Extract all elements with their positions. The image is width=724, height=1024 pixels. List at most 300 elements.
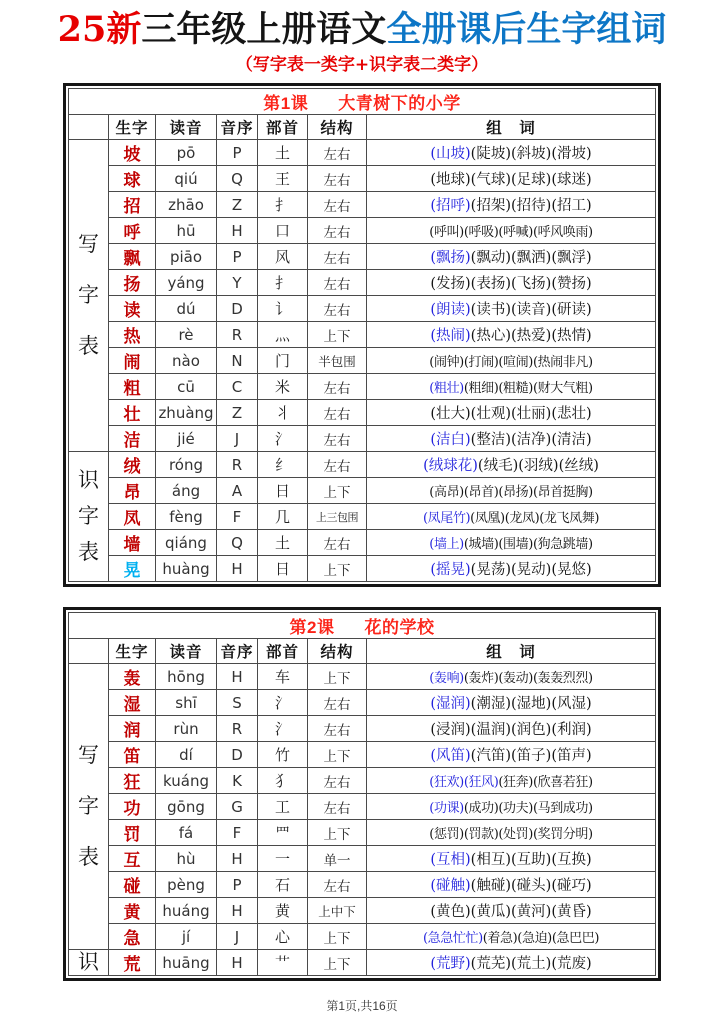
section-label-cell (69, 950, 109, 976)
col-header-radical: 部首 (258, 115, 308, 140)
words-cell (367, 716, 656, 742)
radical-cell: 工 (258, 794, 308, 820)
word-group: (球迷) (551, 172, 592, 189)
word-group: (壮观) (470, 406, 511, 423)
radical-cell: 日 (258, 478, 308, 504)
word-group: (招待) (511, 198, 552, 215)
word-group: (惩罚) (429, 827, 464, 843)
pinyin-cell: kuáng (156, 768, 217, 794)
char-cell: 晃 (109, 556, 156, 582)
section-label-char: 表 (78, 845, 99, 870)
words-cell (367, 218, 656, 244)
word-group: (狂风) (463, 775, 499, 791)
radical-cell: 黄 (258, 898, 308, 924)
initial-cell: Y (217, 270, 258, 296)
pinyin-cell: jié (156, 426, 217, 452)
table-row (69, 690, 656, 716)
pinyin-cell: zhuàng (156, 400, 217, 426)
initial-cell: H (217, 218, 258, 244)
section-label-char: 表 (78, 334, 99, 359)
char-cell: 功 (109, 794, 156, 820)
word-group: (互换) (551, 852, 592, 869)
words-cell (367, 664, 656, 690)
char-cell: 急 (109, 924, 156, 950)
word-group: (热情) (551, 328, 592, 345)
page-title-blue: 全册课后生字组词 (386, 9, 667, 50)
word-group: (浸润) (430, 722, 471, 739)
table-row (69, 478, 656, 504)
words-cell (367, 244, 656, 270)
word-group: (热闹) (430, 328, 471, 345)
structure-cell: 左右 (308, 244, 367, 270)
table-row (69, 742, 656, 768)
section-label-char: 识 (78, 468, 99, 493)
structure-cell: 单一 (308, 846, 367, 872)
char-cell: 壮 (109, 400, 156, 426)
words-cell (367, 794, 656, 820)
section-column-header (69, 639, 109, 664)
word-group: (荒芜) (470, 956, 511, 973)
initial-cell: D (217, 742, 258, 768)
word-group: (昂扬) (498, 485, 533, 501)
section-column-header (69, 115, 109, 140)
word-group: (互相) (430, 852, 471, 869)
word-group: (绒球花) (423, 458, 478, 475)
word-group: (气球) (470, 172, 511, 189)
word-group: (马到成功) (532, 801, 593, 817)
word-group: (功夫) (498, 801, 533, 817)
structure-cell: 左右 (308, 794, 367, 820)
word-group: (热心) (470, 328, 511, 345)
word-group: (晃荡) (470, 562, 511, 579)
structure-cell: 左右 (308, 270, 367, 296)
structure-cell: 左右 (308, 690, 367, 716)
word-group: (碰巧) (551, 878, 592, 895)
structure-cell: 左右 (308, 296, 367, 322)
word-group: (昂首) (463, 485, 499, 501)
word-group: (急迫) (517, 931, 552, 947)
col-header-words: 组 词 (367, 115, 656, 140)
pinyin-cell: hū (156, 218, 217, 244)
section-label (69, 952, 108, 973)
word-group: (闹钟) (429, 355, 464, 371)
table-row (69, 898, 656, 924)
radical-cell: 扌 (258, 270, 308, 296)
initial-cell: H (217, 846, 258, 872)
word-group: (笛子) (511, 748, 552, 765)
table-row (69, 530, 656, 556)
words-cell (367, 296, 656, 322)
initial-cell: G (217, 794, 258, 820)
radical-cell: 几 (258, 504, 308, 530)
char-cell: 墙 (109, 530, 156, 556)
initial-cell: P (217, 244, 258, 270)
radical-cell: 灬 (258, 322, 308, 348)
words-cell (367, 820, 656, 846)
table-row (69, 768, 656, 794)
lesson-title-cell (69, 89, 656, 115)
word-group: (飞扬) (511, 276, 552, 293)
table-row (69, 322, 656, 348)
pinyin-cell: huáng (156, 898, 217, 924)
radical-cell: 心 (258, 924, 308, 950)
pinyin-cell: nào (156, 348, 217, 374)
word-group: (荒废) (551, 956, 592, 973)
word-group: (潮湿) (470, 696, 511, 713)
radical-cell: 艹 (258, 950, 308, 976)
word-group: (粗壮) (429, 381, 464, 397)
initial-cell: Q (217, 530, 258, 556)
structure-cell: 左右 (308, 140, 367, 166)
word-group: (喧闹) (498, 355, 533, 371)
pinyin-cell: dú (156, 296, 217, 322)
radical-cell: 门 (258, 348, 308, 374)
char-cell: 碰 (109, 872, 156, 898)
words-cell (367, 192, 656, 218)
section-label-cell (69, 140, 109, 452)
radical-cell: 土 (258, 140, 308, 166)
char-cell: 闹 (109, 348, 156, 374)
initial-cell: J (217, 426, 258, 452)
initial-cell: H (217, 664, 258, 690)
radical-cell: 土 (258, 530, 308, 556)
pinyin-cell: cū (156, 374, 217, 400)
col-header-char: 生字 (109, 639, 156, 664)
words-cell (367, 768, 656, 794)
word-group: (发扬) (430, 276, 471, 293)
structure-cell: 左右 (308, 530, 367, 556)
word-group: (黄瓜) (470, 904, 511, 921)
structure-cell: 左右 (308, 716, 367, 742)
pinyin-cell: dí (156, 742, 217, 768)
radical-cell: 风 (258, 244, 308, 270)
word-group: (黄河) (511, 904, 552, 921)
structure-cell: 左右 (308, 768, 367, 794)
initial-cell: P (217, 872, 258, 898)
column-header-row (69, 115, 656, 140)
section-label-char: 识 (78, 950, 99, 975)
word-group: (成功) (463, 801, 499, 817)
char-cell: 互 (109, 846, 156, 872)
word-group: (壮丽) (511, 406, 552, 423)
table-row (69, 924, 656, 950)
word-group: (呼喊) (498, 225, 533, 241)
word-group: (湿润) (430, 696, 471, 713)
word-group: (荒野) (430, 956, 471, 973)
word-group: (滑坡) (551, 146, 592, 163)
initial-cell: F (217, 504, 258, 530)
radical-cell: 丬 (258, 400, 308, 426)
words-cell (367, 374, 656, 400)
lesson-number: 第2课 (289, 618, 335, 638)
col-header-pinyin: 读音 (156, 639, 217, 664)
lesson-title-cell (69, 613, 656, 639)
pinyin-cell: fèng (156, 504, 217, 530)
char-cell: 罚 (109, 820, 156, 846)
word-group: (利润) (551, 722, 592, 739)
pinyin-cell: áng (156, 478, 217, 504)
word-group: (呼吸) (463, 225, 499, 241)
radical-cell: 日 (258, 556, 308, 582)
section-label-cell (69, 664, 109, 950)
words-cell (367, 400, 656, 426)
word-group: (润色) (511, 722, 552, 739)
radical-cell: 石 (258, 872, 308, 898)
word-group: (狂欢) (429, 775, 464, 791)
words-cell (367, 924, 656, 950)
word-group: (着急) (482, 931, 518, 947)
word-group: (赞扬) (551, 276, 592, 293)
words-cell (367, 270, 656, 296)
lesson-number: 第1课 (263, 94, 309, 114)
initial-cell: S (217, 690, 258, 716)
char-cell: 湿 (109, 690, 156, 716)
pinyin-cell: jí (156, 924, 217, 950)
section-label-char: 写 (78, 232, 99, 257)
char-cell: 扬 (109, 270, 156, 296)
char-cell: 热 (109, 322, 156, 348)
table-row (69, 872, 656, 898)
section-label (69, 234, 108, 357)
structure-cell: 左右 (308, 374, 367, 400)
pinyin-cell: fá (156, 820, 217, 846)
pinyin-cell: róng (156, 452, 217, 478)
word-group: (龙飞凤舞) (539, 511, 599, 527)
word-group: (飘动) (470, 250, 511, 267)
word-group: (粗细) (463, 381, 499, 397)
col-header-pinyin: 读音 (156, 115, 217, 140)
page-footer: 第1页,共16页 (326, 999, 398, 1014)
word-group: (龙凤) (504, 511, 540, 527)
word-group: (晃动) (511, 562, 552, 579)
initial-cell: H (217, 556, 258, 582)
initial-cell: A (217, 478, 258, 504)
words-cell (367, 140, 656, 166)
radical-cell: 扌 (258, 192, 308, 218)
word-group: (急急忙忙) (423, 931, 483, 947)
initial-cell: K (217, 768, 258, 794)
table-row (69, 218, 656, 244)
word-group: (轰动) (498, 671, 533, 687)
table-row (69, 374, 656, 400)
words-cell (367, 478, 656, 504)
table-row (69, 348, 656, 374)
word-group: (墙上) (429, 537, 464, 553)
char-cell: 招 (109, 192, 156, 218)
pinyin-cell: qiú (156, 166, 217, 192)
word-group: (凤凰) (470, 511, 505, 527)
word-group: (丝绒) (558, 458, 599, 475)
char-cell: 粗 (109, 374, 156, 400)
radical-cell: 讠 (258, 296, 308, 322)
word-group: (粗糙) (498, 381, 533, 397)
words-cell (367, 742, 656, 768)
radical-cell: 氵 (258, 690, 308, 716)
word-group: (读书) (470, 302, 511, 319)
word-group: (狗急跳墙) (532, 537, 593, 553)
char-cell: 呼 (109, 218, 156, 244)
words-cell (367, 898, 656, 924)
structure-cell: 左右 (308, 872, 367, 898)
pinyin-cell: rè (156, 322, 217, 348)
pinyin-cell: pèng (156, 872, 217, 898)
word-group: (罚款) (463, 827, 499, 843)
col-header-structure: 结构 (308, 639, 367, 664)
pinyin-cell: rùn (156, 716, 217, 742)
radical-cell: 氵 (258, 426, 308, 452)
words-cell (367, 504, 656, 530)
structure-cell: 上下 (308, 924, 367, 950)
char-cell: 读 (109, 296, 156, 322)
word-group: (城墙) (463, 537, 499, 553)
col-header-words: 组 词 (367, 639, 656, 664)
char-cell: 黄 (109, 898, 156, 924)
radical-cell: 口 (258, 218, 308, 244)
section-label-char: 字 (78, 794, 99, 819)
structure-cell: 上下 (308, 950, 367, 976)
char-cell: 凤 (109, 504, 156, 530)
words-cell (367, 452, 656, 478)
radical-cell: 纟 (258, 452, 308, 478)
structure-cell: 左右 (308, 218, 367, 244)
radical-cell: 王 (258, 166, 308, 192)
initial-cell: R (217, 322, 258, 348)
table-row (69, 452, 656, 478)
word-group: (悲壮) (551, 406, 592, 423)
word-group: (风湿) (551, 696, 592, 713)
table-row (69, 166, 656, 192)
radical-cell: 米 (258, 374, 308, 400)
word-group: (热爱) (511, 328, 552, 345)
radical-cell: 一 (258, 846, 308, 872)
word-group: (朗读) (430, 302, 471, 319)
word-group: (狂奔) (498, 775, 533, 791)
word-group: (洁白) (430, 432, 471, 449)
page-title (0, 0, 724, 49)
pinyin-cell: piāo (156, 244, 217, 270)
radical-cell: 车 (258, 664, 308, 690)
pinyin-cell: hù (156, 846, 217, 872)
word-group: (飘洒) (511, 250, 552, 267)
word-group: (斜坡) (511, 146, 552, 163)
section-label-char: 字 (78, 283, 99, 308)
word-group: (轰炸) (463, 671, 499, 687)
table-row (69, 192, 656, 218)
word-group: (读音) (511, 302, 552, 319)
word-group: (功课) (429, 801, 464, 817)
word-group: (打闹) (463, 355, 499, 371)
col-header-radical: 部首 (258, 639, 308, 664)
word-group: (昂首挺胸) (532, 485, 593, 501)
word-group: (温润) (470, 722, 511, 739)
words-cell (367, 426, 656, 452)
initial-cell: H (217, 898, 258, 924)
col-header-char: 生字 (109, 115, 156, 140)
word-group: (荒土) (511, 956, 552, 973)
word-group: (飘扬) (430, 250, 471, 267)
radical-cell: 竹 (258, 742, 308, 768)
table-row (69, 556, 656, 582)
initial-cell: H (217, 950, 258, 976)
structure-cell: 上下 (308, 664, 367, 690)
char-cell: 洁 (109, 426, 156, 452)
section-label-char: 字 (78, 504, 99, 529)
word-group: (轰响) (429, 671, 464, 687)
lesson-1-table (63, 83, 661, 587)
word-group: (湿地) (511, 696, 552, 713)
word-group: (绒毛) (477, 458, 519, 475)
word-group: (地球) (430, 172, 471, 189)
word-group: (陡坡) (470, 146, 511, 163)
page-title-black: 三年级上册语文 (141, 9, 387, 50)
word-group: (洁净) (511, 432, 552, 449)
pinyin-cell: huāng (156, 950, 217, 976)
char-cell: 笛 (109, 742, 156, 768)
table-row (69, 504, 656, 530)
words-cell (367, 530, 656, 556)
pinyin-cell: huàng (156, 556, 217, 582)
word-group: (摇晃) (430, 562, 471, 579)
structure-cell: 左右 (308, 166, 367, 192)
section-label (69, 470, 108, 563)
word-group: (招架) (470, 198, 511, 215)
structure-cell: 左右 (308, 400, 367, 426)
pinyin-cell: pō (156, 140, 217, 166)
table-row (69, 400, 656, 426)
word-group: (研读) (551, 302, 592, 319)
section-label-char: 表 (78, 540, 99, 565)
structure-cell: 上下 (308, 322, 367, 348)
initial-cell: P (217, 140, 258, 166)
word-group: (围墙) (498, 537, 533, 553)
lesson-name: 花的学校 (364, 618, 435, 638)
char-cell: 飘 (109, 244, 156, 270)
word-group: (山坡) (430, 146, 471, 163)
table-row (69, 296, 656, 322)
word-group: (清洁) (551, 432, 592, 449)
page-subtitle: （写字表一类字+识字表二类字） (235, 55, 489, 76)
column-header-row (69, 639, 656, 664)
section-label (69, 745, 108, 868)
word-group: (招工) (551, 198, 592, 215)
pinyin-cell: shī (156, 690, 217, 716)
radical-cell: 犭 (258, 768, 308, 794)
col-header-initial: 音序 (217, 639, 258, 664)
word-group: (整洁) (470, 432, 511, 449)
table-row (69, 794, 656, 820)
word-group: (奖罚分明) (532, 827, 593, 843)
words-cell (367, 166, 656, 192)
col-header-structure: 结构 (308, 115, 367, 140)
word-group: (呼风唤雨) (532, 225, 593, 241)
table-row (69, 244, 656, 270)
word-group: (羽绒) (518, 458, 559, 475)
word-group: (相互) (470, 852, 511, 869)
initial-cell: N (217, 348, 258, 374)
table-row (69, 140, 656, 166)
word-group: (晃悠) (551, 562, 592, 579)
initial-cell: Z (217, 192, 258, 218)
structure-cell: 半包围 (308, 348, 367, 374)
char-cell: 坡 (109, 140, 156, 166)
page-title-red: 25新 (57, 9, 142, 50)
word-group: (处罚) (498, 827, 533, 843)
structure-cell: 上下 (308, 742, 367, 768)
word-group: (风笛) (430, 748, 471, 765)
vocab-table-2 (68, 612, 656, 976)
char-cell: 荒 (109, 950, 156, 976)
word-group: (招呼) (430, 198, 471, 215)
